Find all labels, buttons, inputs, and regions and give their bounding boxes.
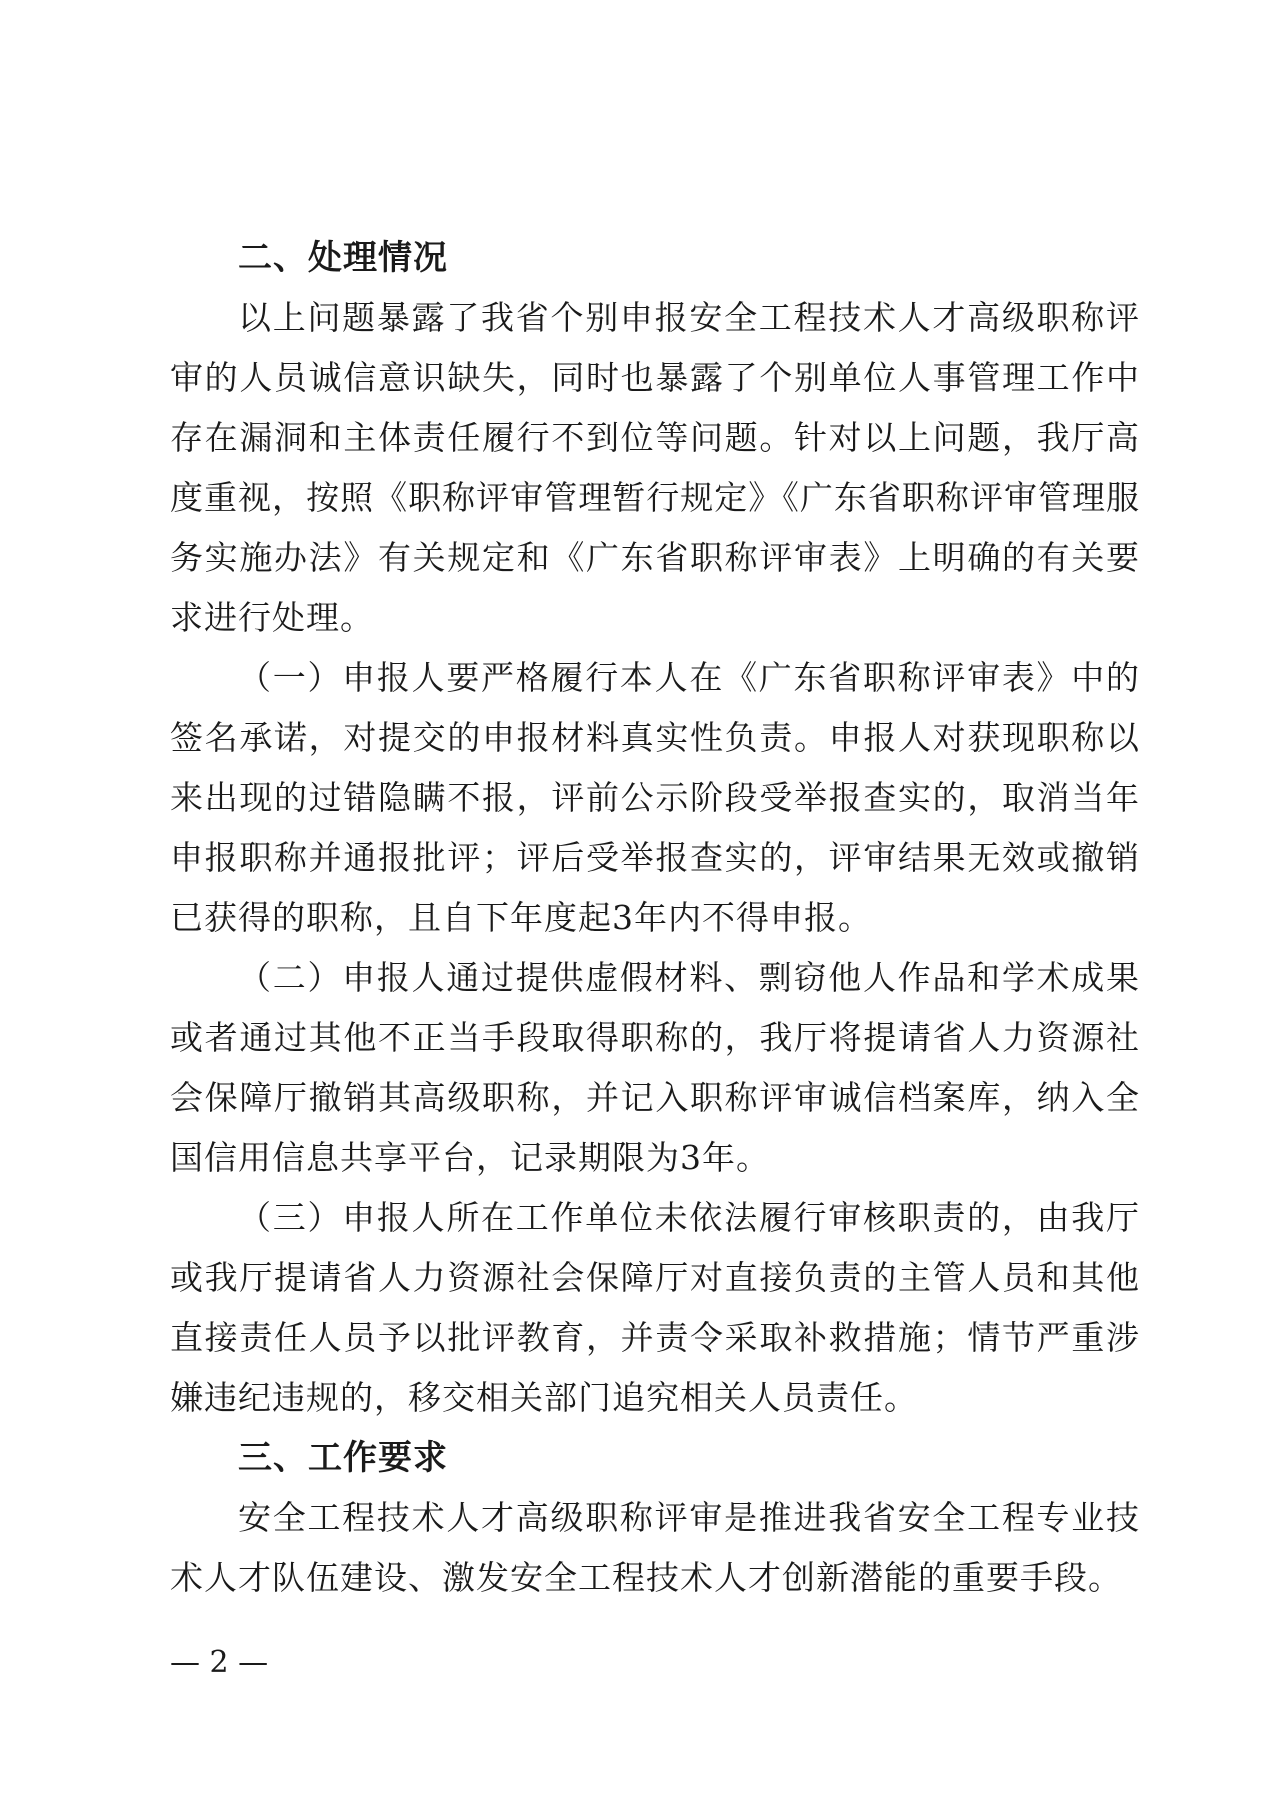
document-body (170, 228, 1140, 1608)
paragraph-item-2: （二）申报人通过提供虚假材料、剽窃他人作品和学术成果或者通过其他不正当手段取得职称的，我厅将提请省人力资源社会保障厅撤销其高级职称，并记入职称评审诚信档案库，纳入全国信用信息共享平台，记录期限为3年。 (170, 958, 1140, 1177)
page-number: — 2 — (170, 1645, 269, 1680)
paragraph-handling-intro: 以上问题暴露了我省个别申报安全工程技术人才高级职称评审的人员诚信意识缺失，同时也暴露了个别单位人事管理工作中存在漏洞和主体责任履行不到位等问题。针对以上问题，我厅高度重视，按照《职称评审管理暂行规定》《广东省职称评审管理服务实施办法》有关规定和《广东省职称评审表》上明确的有关要求进行处理。 (170, 298, 1140, 637)
paragraph-item-3: （三）申报人所在工作单位未依法履行审核职责的，由我厅或我厅提请省人力资源社会保障厅对直接负责的主管人员和其他直接责任人员予以批评教育，并责令采取补救措施；情节严重涉嫌违纪违规的，移交相关部门追究相关人员责任。 (170, 1198, 1140, 1417)
section-heading-handling: 二、处理情况 (238, 238, 448, 278)
section-heading-requirements: 三、工作要求 (238, 1438, 448, 1478)
paragraph-item-1: （一）申报人要严格履行本人在《广东省职称评审表》中的签名承诺，对提交的申报材料真实性负责。申报人对获现职称以来出现的过错隐瞒不报，评前公示阶段受举报查实的，取消当年申报职称并通报批评；评后受举报查实的，评审结果无效或撤销已获得的职称，且自下年度起3年内不得申报。 (170, 658, 1140, 937)
paragraph-requirements-intro: 安全工程技术人才高级职称评审是推进我省安全工程专业技术人才队伍建设、激发安全工程技术人才创新潜能的重要手段。 (170, 1498, 1140, 1597)
